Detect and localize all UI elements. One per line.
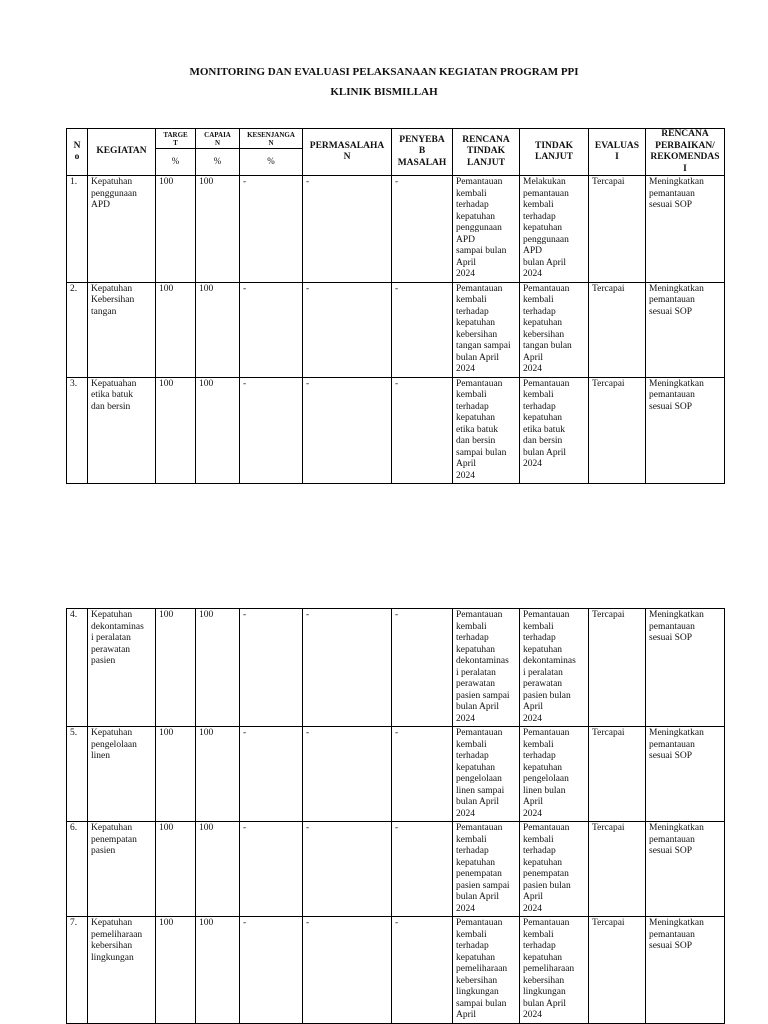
cell-target: 100	[156, 176, 196, 283]
cell-tindak-lanjut: Pemantauan kembali terhadap kepatuhan kebersihan tangan bulan April 2024	[520, 282, 589, 377]
cell-rekomendasi: Meningkatkan pemantauan sesuai SOP	[646, 822, 725, 917]
cell-no: 5.	[67, 727, 88, 822]
cell-evaluasi: Tercapai	[589, 609, 646, 727]
cell-kegiatan: Kepatuhan penggunaan APD	[88, 176, 156, 283]
cell-tindak-lanjut: Pemantauan kembali terhadap kepatuhan etika batuk dan bersin bulan April 2024	[520, 377, 589, 484]
cell-target: 100	[156, 822, 196, 917]
header-rencana-tindak-lanjut: RENCANA TINDAK LANJUT	[453, 129, 520, 176]
cell-kesenjangan: -	[240, 609, 303, 727]
cell-capaian: 100	[196, 917, 240, 1024]
cell-kesenjangan: -	[240, 176, 303, 283]
cell-kesenjangan: -	[240, 917, 303, 1024]
cell-evaluasi: Tercapai	[589, 822, 646, 917]
header-kesenjangan: KESENJANGA N	[240, 129, 303, 149]
document-subtitle: KLINIK BISMILLAH	[330, 86, 438, 98]
cell-target: 100	[156, 609, 196, 727]
cell-capaian: 100	[196, 377, 240, 484]
header-tindak-lanjut: TINDAK LANJUT	[520, 129, 589, 176]
header-rencana-perbaikan: RENCANA PERBAIKAN/ REKOMENDAS I	[646, 129, 725, 176]
table-row	[67, 917, 725, 1024]
cell-no: 2.	[67, 282, 88, 377]
header-evaluasi: EVALUAS I	[589, 129, 646, 176]
cell-tindak-lanjut: Melakukan pemantauan kembali terhadap kepatuhan penggunaan APD bulan April 2024	[520, 176, 589, 283]
cell-rekomendasi: Meningkatkan pemantauan sesuai SOP	[646, 917, 725, 1024]
cell-capaian: 100	[196, 727, 240, 822]
monitoring-table-page-2	[66, 608, 725, 1024]
cell-kegiatan: Kepatuhan penempatan pasien	[88, 822, 156, 917]
cell-capaian: 100	[196, 609, 240, 727]
header-no: N o	[67, 129, 88, 176]
cell-permasalahan: -	[303, 727, 392, 822]
cell-no: 7.	[67, 917, 88, 1024]
cell-permasalahan: -	[303, 609, 392, 727]
cell-penyebab: -	[392, 377, 453, 484]
cell-rencana-tindak-lanjut: Pemantauan kembali terhadap kepatuhan penempatan pasien sampai bulan April 2024	[453, 822, 520, 917]
cell-kesenjangan: -	[240, 282, 303, 377]
cell-tindak-lanjut: Pemantauan kembali terhadap kepatuhan penempatan pasien bulan April 2024	[520, 822, 589, 917]
header-unit-capaian: %	[196, 149, 240, 176]
cell-rencana-tindak-lanjut: Pemantauan kembali terhadap kepatuhan pemeliharaan kebersihan lingkungan sampai bulan April	[453, 917, 520, 1024]
cell-kegiatan: Kepatuahan etika batuk dan bersin	[88, 377, 156, 484]
table-row	[67, 822, 725, 917]
cell-capaian: 100	[196, 822, 240, 917]
cell-target: 100	[156, 377, 196, 484]
table-row	[67, 176, 725, 283]
cell-kegiatan: Kepatuhan Kebersihan tangan	[88, 282, 156, 377]
cell-kesenjangan: -	[240, 727, 303, 822]
cell-rencana-tindak-lanjut: Pemantauan kembali terhadap kepatuhan kebersihan tangan sampai bulan April 2024	[453, 282, 520, 377]
cell-no: 1.	[67, 176, 88, 283]
cell-tindak-lanjut: Pemantauan kembali terhadap kepatuhan dekontaminas i peralatan perawatan pasien bulan April 2024	[520, 609, 589, 727]
header-unit-kesenjangan: %	[240, 149, 303, 176]
cell-rekomendasi: Meningkatkan pemantauan sesuai SOP	[646, 727, 725, 822]
table-row	[67, 727, 725, 822]
header-capaian: CAPAIA N	[196, 129, 240, 149]
cell-kegiatan: Kepatuhan dekontaminas i peralatan perawatan pasien	[88, 609, 156, 727]
cell-target: 100	[156, 727, 196, 822]
header-penyebab: PENYEBA B MASALAH	[392, 129, 453, 176]
header-permasalahan: PERMASALAHA N	[303, 129, 392, 176]
cell-no: 3.	[67, 377, 88, 484]
header-unit-target: %	[156, 149, 196, 176]
cell-tindak-lanjut: Pemantauan kembali terhadap kepatuhan pemeliharaan kebersihan lingkungan bulan April 2024	[520, 917, 589, 1024]
cell-rencana-tindak-lanjut: Pemantauan kembali terhadap kepatuhan penggunaan APD sampai bulan April 2024	[453, 176, 520, 283]
header-target: TARGE T	[156, 129, 196, 149]
cell-evaluasi: Tercapai	[589, 282, 646, 377]
cell-rencana-tindak-lanjut: Pemantauan kembali terhadap kepatuhan pengelolaan linen sampai bulan April 2024	[453, 727, 520, 822]
cell-penyebab: -	[392, 609, 453, 727]
cell-no: 6.	[67, 822, 88, 917]
cell-capaian: 100	[196, 176, 240, 283]
cell-permasalahan: -	[303, 917, 392, 1024]
table-row	[67, 282, 725, 377]
cell-permasalahan: -	[303, 822, 392, 917]
cell-kegiatan: Kepatuhan pemeliharaan kebersihan lingkungan	[88, 917, 156, 1024]
cell-evaluasi: Tercapai	[589, 176, 646, 283]
cell-no: 4.	[67, 609, 88, 727]
cell-target: 100	[156, 917, 196, 1024]
cell-penyebab: -	[392, 727, 453, 822]
cell-kesenjangan: -	[240, 822, 303, 917]
cell-rencana-tindak-lanjut: Pemantauan kembali terhadap kepatuhan etika batuk dan bersin sampai bulan April 2024	[453, 377, 520, 484]
cell-evaluasi: Tercapai	[589, 727, 646, 822]
cell-penyebab: -	[392, 822, 453, 917]
cell-evaluasi: Tercapai	[589, 377, 646, 484]
cell-rekomendasi: Meningkatkan pemantauan sesuai SOP	[646, 377, 725, 484]
monitoring-table-page-1	[66, 128, 725, 484]
cell-penyebab: -	[392, 176, 453, 283]
cell-rekomendasi: Meningkatkan pemantauan sesuai SOP	[646, 609, 725, 727]
cell-rekomendasi: Meningkatkan pemantauan sesuai SOP	[646, 282, 725, 377]
table-row	[67, 609, 725, 727]
cell-permasalahan: -	[303, 282, 392, 377]
cell-penyebab: -	[392, 917, 453, 1024]
cell-penyebab: -	[392, 282, 453, 377]
cell-kegiatan: Kepatuhan pengelolaan linen	[88, 727, 156, 822]
cell-permasalahan: -	[303, 176, 392, 283]
cell-evaluasi: Tercapai	[589, 917, 646, 1024]
document-title: MONITORING DAN EVALUASI PELAKSANAAN KEGIATAN PROGRAM PPI	[189, 66, 579, 78]
header-kegiatan: KEGIATAN	[88, 129, 156, 176]
cell-rekomendasi: Meningkatkan pemantauan sesuai SOP	[646, 176, 725, 283]
cell-kesenjangan: -	[240, 377, 303, 484]
table-row	[67, 377, 725, 484]
cell-target: 100	[156, 282, 196, 377]
cell-capaian: 100	[196, 282, 240, 377]
cell-rencana-tindak-lanjut: Pemantauan kembali terhadap kepatuhan dekontaminas i peralatan perawatan pasien sampai bulan April 2024	[453, 609, 520, 727]
cell-tindak-lanjut: Pemantauan kembali terhadap kepatuhan pengelolaan linen bulan April 2024	[520, 727, 589, 822]
cell-permasalahan: -	[303, 377, 392, 484]
